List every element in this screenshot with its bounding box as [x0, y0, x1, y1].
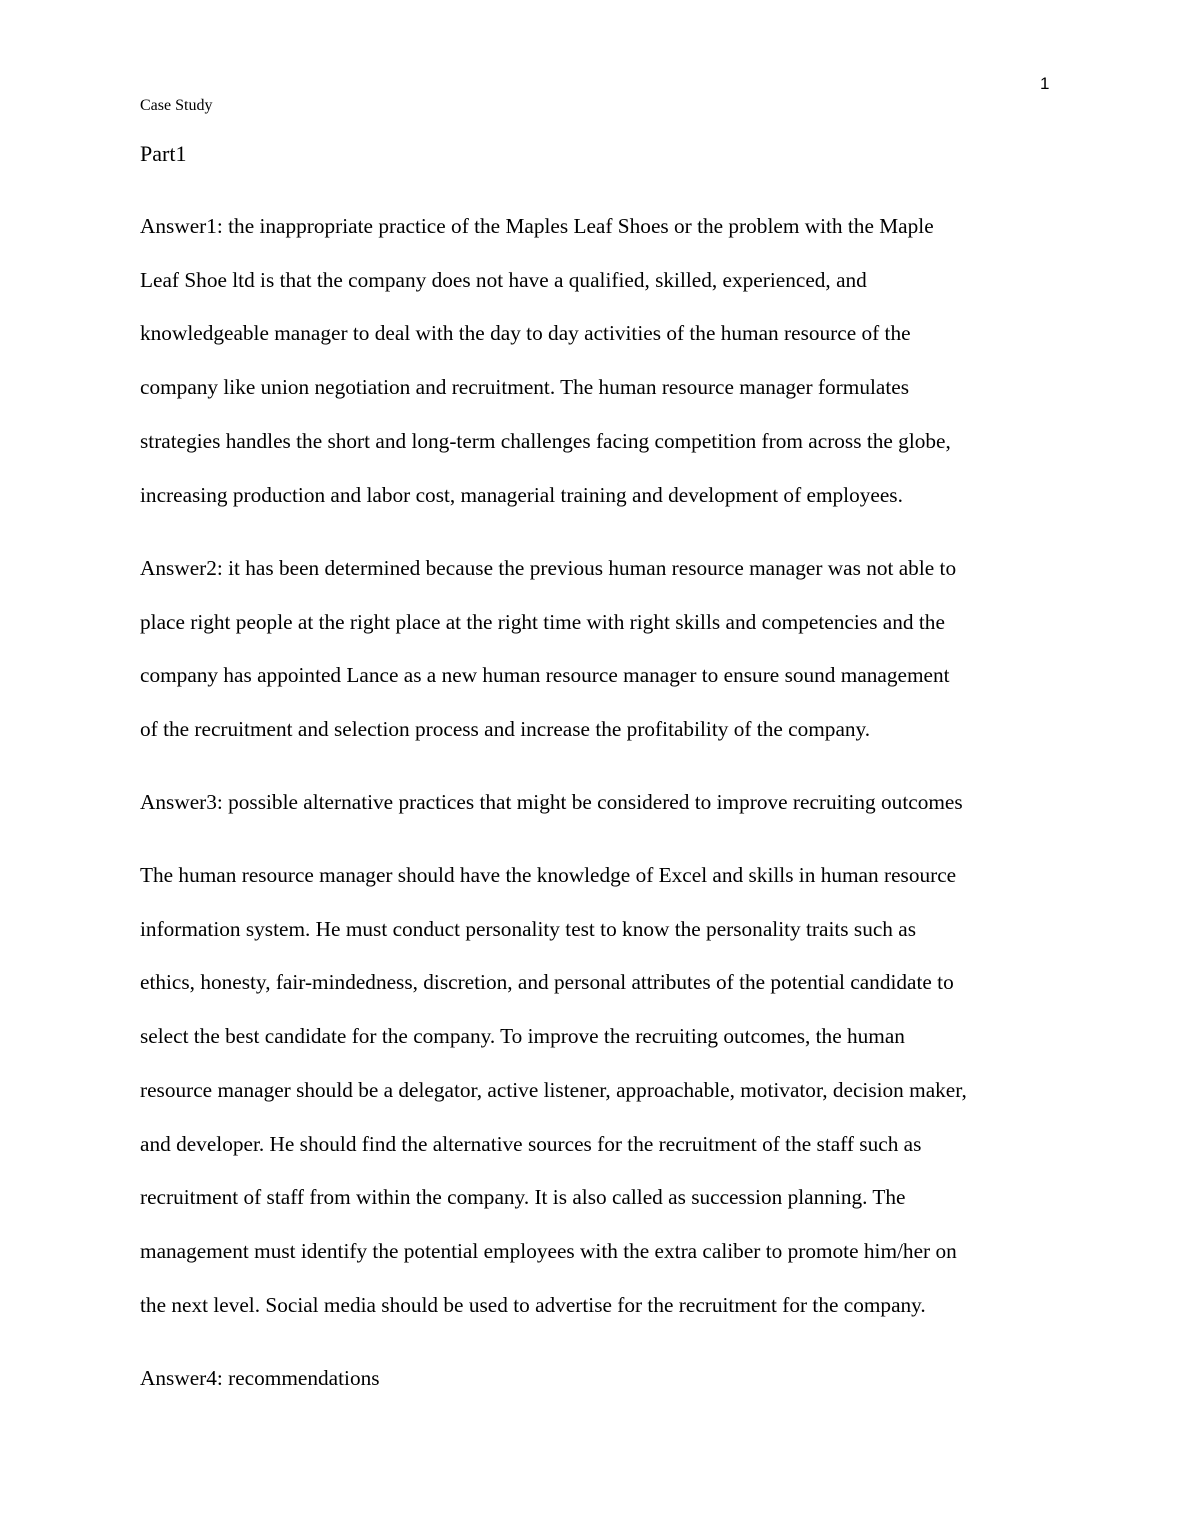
- paragraph-line: the next level. Social media should be used to advertise for the recruitment for the company.: [140, 1292, 926, 1317]
- page-number: 1: [1040, 74, 1050, 93]
- paragraph-line: Answer4: recommendations: [140, 1366, 380, 1390]
- running-head: Case Study: [140, 97, 213, 114]
- paragraph-line: information system. He must conduct personality test to know the personality traits such as: [140, 916, 917, 941]
- paragraph-line: strategies handles the short and long-term challenges facing competition from across the globe,: [140, 428, 951, 453]
- paragraph-line: select the best candidate for the company. To improve the recruiting outcomes, the human: [140, 1024, 905, 1049]
- paragraph-line: Leaf Shoe ltd is that the company does not have a qualified, skilled, experienced, and: [140, 267, 867, 292]
- paragraph-line: ethics, honesty, fair-mindedness, discretion, and personal attributes of the potential candidate to: [140, 970, 954, 995]
- paragraph-line: Answer1: the inappropriate practice of the Maples Leaf Shoes or the problem with the Maple: [140, 214, 934, 238]
- answer-4-heading: [140, 1352, 1052, 1406]
- paragraph-line: knowledgeable manager to deal with the day to day activities of the human resource of the: [140, 321, 911, 346]
- answer-3-paragraph: [140, 849, 1052, 1332]
- part-title: Part1: [140, 141, 187, 166]
- answer-2-paragraph: [140, 542, 1052, 757]
- paragraph-line: place right people at the right place at the right time with right skills and competencies and the: [140, 609, 945, 634]
- paragraph-line: resource manager should be a delegator, active listener, approachable, motivator, decision maker,: [140, 1077, 967, 1102]
- paragraph-line: of the recruitment and selection process and increase the profitability of the company.: [140, 717, 871, 742]
- paragraph-line: and developer. He should find the alternative sources for the recruitment of the staff such as: [140, 1131, 922, 1156]
- answer-3-heading: [140, 776, 1052, 830]
- paragraph-line: company like union negotiation and recruitment. The human resource manager formulates: [140, 375, 909, 400]
- paragraph-line: increasing production and labor cost, managerial training and development of employees.: [140, 482, 903, 507]
- paragraph-line: management must identify the potential employees with the extra caliber to promote him/her on: [140, 1238, 957, 1263]
- paragraph-line: The human resource manager should have the knowledge of Excel and skills in human resource: [140, 863, 957, 887]
- paragraph-line: company has appointed Lance as a new human resource manager to ensure sound management: [140, 663, 950, 688]
- paragraph-line: Answer3: possible alternative practices that might be considered to improve recruiting outcomes: [140, 790, 963, 814]
- paragraph-line: Answer2: it has been determined because the previous human resource manager was not able to: [140, 556, 957, 580]
- paragraph-line: recruitment of staff from within the company. It is also called as succession planning. The: [140, 1185, 906, 1210]
- answer-1-paragraph: [140, 200, 1052, 522]
